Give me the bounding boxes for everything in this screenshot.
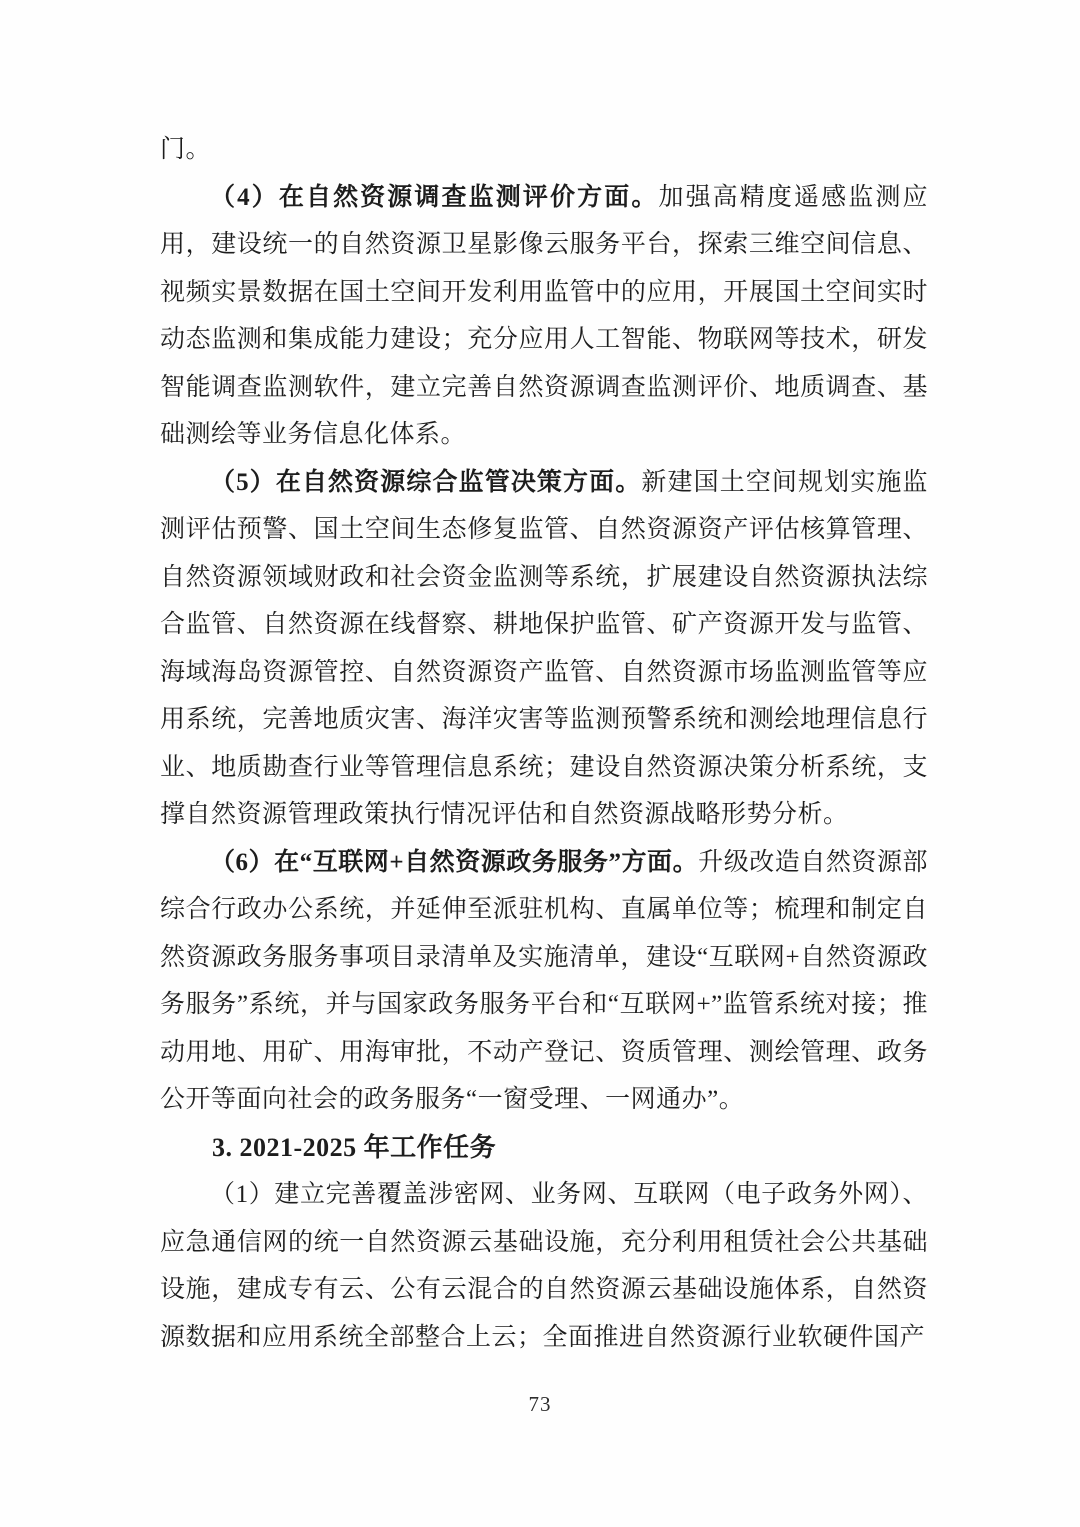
paragraph-item-6-lead: （6）在“互联网+自然资源政务服务”方面。 <box>210 848 699 876</box>
paragraph-text: 门。 <box>160 136 212 163</box>
paragraph-task-1 <box>160 1171 928 1361</box>
section-heading: 3. 2021-2025 年工作任务 <box>212 1132 497 1162</box>
paragraph-item-4 <box>160 174 928 459</box>
paragraph-item-4-text: 加强高精度遥感监测应用，建设统一的自然资源卫星影像云服务平台，探索三维空间信息、视频实景数据在国土空间开发利用监管中的应用，开展国土空间实时动态监测和集成能力建设；充分应用人工智能、物联网等技术，研发智能调查监测软件，建立完善自然资源调查监测评价、地质调查、基础测绘等业务信息化体系。 <box>160 183 928 448</box>
paragraph-continuation <box>160 126 928 174</box>
paragraph-item-5-text: 新建国土空间规划实施监测评估预警、国土空间生态修复监管、自然资源资产评估核算管理、自然资源领域财政和社会资金监测等系统，扩展建设自然资源执法综合监管、自然资源在线督察、耕地保护监管、矿产资源开发与监管、海域海岛资源管控、自然资源资产监管、自然资源市场监测监管等应用系统，完善地质灾害、海洋灾害等监测预警系统和测绘地理信息行业、地质勘查行业等管理信息系统；建设自然资源决策分析系统，支撑自然资源管理政策执行情况评估和自然资源战略形势分析。 <box>160 468 928 828</box>
paragraph-task-1-text: （1）建立完善覆盖涉密网、业务网、互联网（电子政务外网）、应急通信网的统一自然资源云基础设施，充分利用租赁社会公共基础设施，建成专有云、公有云混合的自然资源云基础设施体系，自然资源数据和应用系统全部整合上云；全面推进自然资源行业软硬件国产 <box>160 1181 928 1351</box>
paragraph-item-5 <box>160 459 928 839</box>
page-content <box>160 126 928 1361</box>
paragraph-item-5-lead: （5）在自然资源综合监管决策方面。 <box>210 468 642 496</box>
page-number: 73 <box>528 1392 552 1416</box>
paragraph-item-6 <box>160 839 928 1124</box>
paragraph-item-4-lead: （4）在自然资源调查监测评价方面。 <box>210 183 659 211</box>
paragraph-item-6-text: 升级改造自然资源部综合行政办公系统，并延伸至派驻机构、直属单位等；梳理和制定自然资源政务服务事项目录清单及实施清单，建设“互联网+自然资源政务服务”系统，并与国家政务服务平台和“互联网+”监管系统对接；推动用地、用矿、用海审批，不动产登记、资质管理、测绘管理、政务公开等面向社会的政务服务“一窗受理、一网通办”。 <box>160 848 928 1113</box>
